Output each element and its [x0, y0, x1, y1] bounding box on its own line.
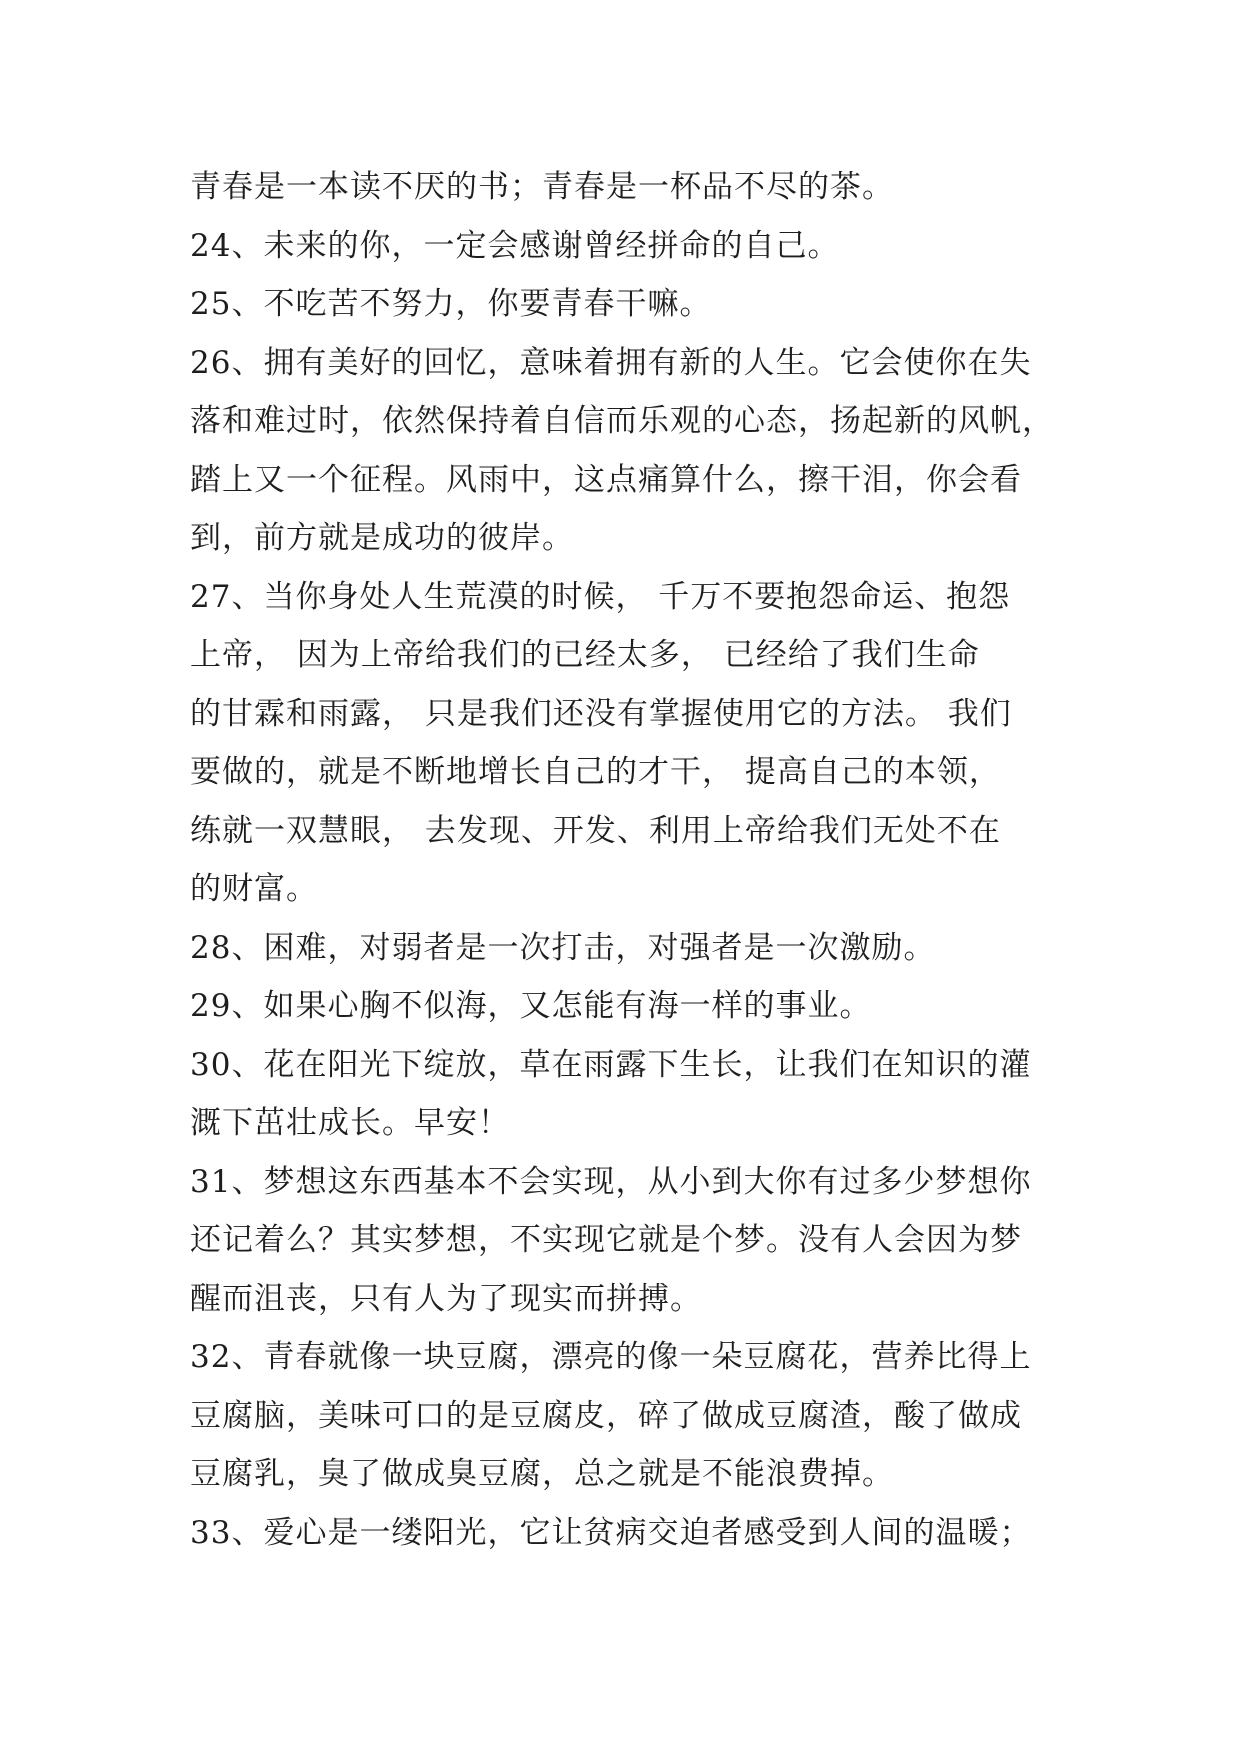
- document-body: [190, 158, 1070, 1562]
- paragraph: [190, 1036, 1070, 1153]
- text-line: 上帝， 因为上帝给我们的已经太多， 已经给了我们生命: [190, 637, 980, 673]
- text-line: 踏上又一个征程。风雨中，这点痛算什么，擦干泪，你会看: [190, 461, 1022, 498]
- text-line: 溉下茁壮成长。早安！: [190, 1105, 510, 1141]
- paragraph: [190, 1504, 1070, 1563]
- paragraph: [190, 275, 1070, 334]
- text-line: 29、如果心胸不似海，又怎能有海一样的事业。: [190, 988, 872, 1024]
- text-line: 青春是一本读不厌的书；青春是一杯品不尽的茶。: [190, 169, 894, 205]
- text-line: 24、未来的你，一定会感谢曾经拼命的自己。: [190, 227, 840, 264]
- text-line: 豆腐乳，臭了做成臭豆腐，总之就是不能浪费掉。: [190, 1456, 894, 1492]
- paragraph: [190, 919, 1070, 978]
- text-line: 30、花在阳光下绽放，草在雨露下生长，让我们在知识的灌: [190, 1046, 1032, 1083]
- paragraph: [190, 158, 1070, 217]
- text-line: 33、爱心是一缕阳光，它让贫病交迫者感受到人间的温暖；: [190, 1514, 1032, 1551]
- paragraph: [190, 1153, 1070, 1329]
- text-line: 31、梦想这东西基本不会实现，从小到大你有过多少梦想你: [190, 1163, 1032, 1200]
- text-line: 的甘霖和雨露， 只是我们还没有掌握使用它的方法。 我们: [190, 695, 1012, 732]
- text-line: 要做的，就是不断地增长自己的才干， 提高自己的本领，: [190, 754, 1001, 790]
- text-line: 的财富。: [190, 871, 318, 907]
- paragraph: [190, 977, 1070, 1036]
- text-line: 练就一双慧眼， 去发现、开发、利用上帝给我们无处不在: [190, 812, 1001, 849]
- text-line: 27、当你身处人生荒漠的时候， 千万不要抱怨命运、抱怨: [190, 578, 1011, 615]
- text-line: 豆腐脑，美味可口的是豆腐皮，碎了做成豆腐渣，酸了做成: [190, 1397, 1022, 1434]
- text-line: 醒而沮丧，只有人为了现实而拼搏。: [190, 1280, 702, 1317]
- paragraph: [190, 334, 1070, 568]
- text-line: 26、拥有美好的回忆，意味着拥有新的人生。它会使你在失: [190, 344, 1032, 381]
- paragraph: [190, 568, 1070, 919]
- text-line: 到，前方就是成功的彼岸。: [190, 520, 574, 556]
- text-line: 落和难过时，依然保持着自信而乐观的心态，扬起新的风帆，: [190, 403, 1054, 439]
- text-line: 25、不吃苦不努力，你要青春干嘛。: [190, 286, 712, 322]
- paragraph: [190, 217, 1070, 276]
- paragraph: [190, 1328, 1070, 1504]
- text-line: 32、青春就像一块豆腐，漂亮的像一朵豆腐花，营养比得上: [190, 1339, 1032, 1375]
- text-line: 28、困难，对弱者是一次打击，对强者是一次激励。: [190, 929, 936, 966]
- text-line: 还记着么？其实梦想，不实现它就是个梦。没有人会因为梦: [190, 1222, 1022, 1258]
